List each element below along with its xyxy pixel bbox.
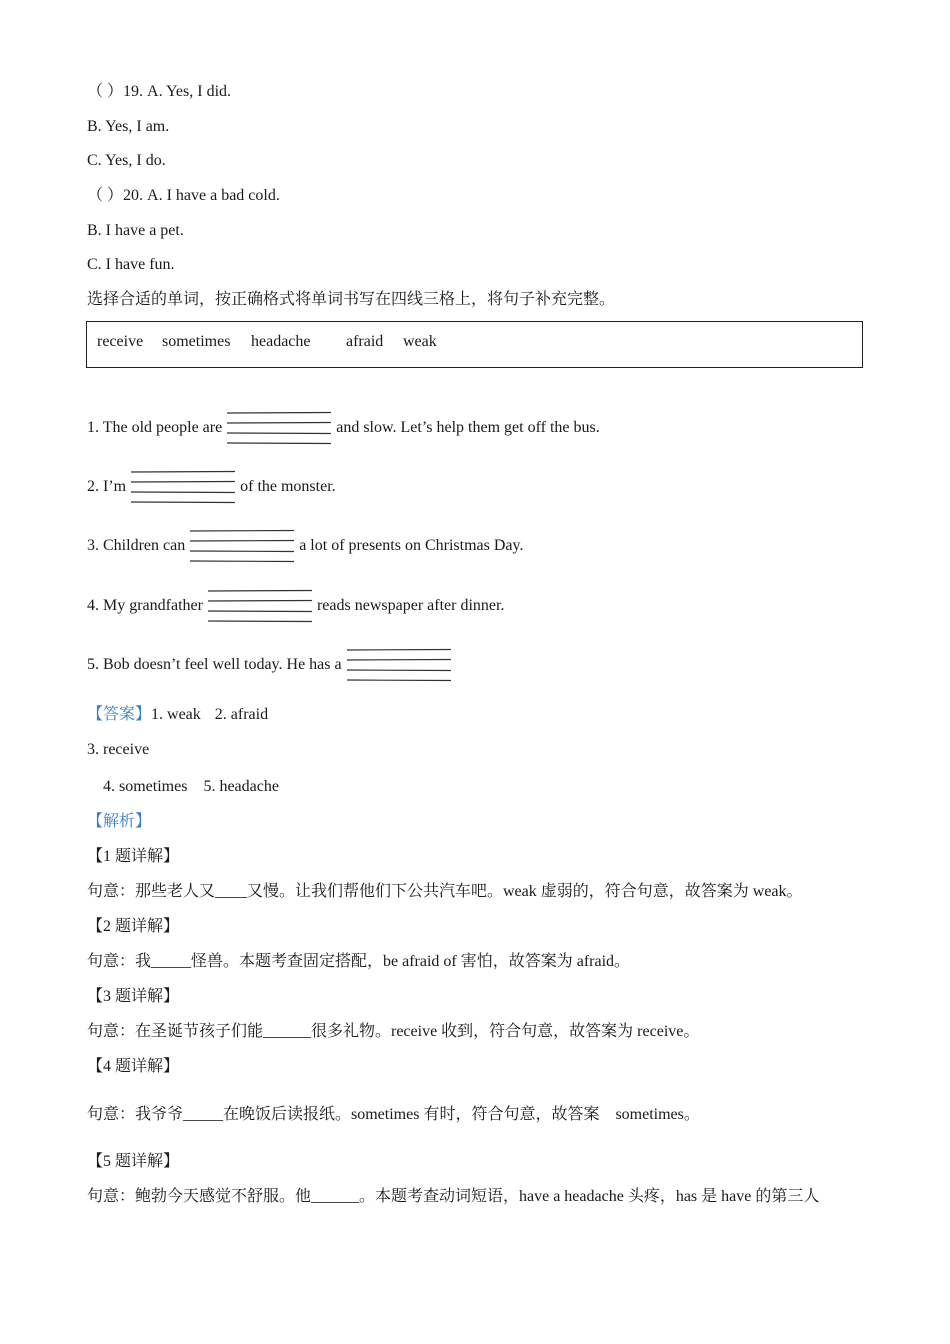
question-4: 4. My grandfather reads newspaper after dinner. xyxy=(87,588,504,624)
answer-line: 【答案】1. weak 2. afraid xyxy=(87,706,269,723)
word-bank xyxy=(86,321,863,368)
four-line-grid[interactable] xyxy=(207,589,313,623)
detail-5-text: 句意：鲍勃今天感觉不舒服。他______。本题考查动词短语，have a headache 头疼，has 是 have 的第三人 xyxy=(87,1188,820,1205)
word-bank-item: sometimes xyxy=(162,333,231,350)
four-line-grid[interactable] xyxy=(130,470,236,504)
analysis-tag: 【解析】 xyxy=(87,813,152,830)
answer-paren: （ ） xyxy=(87,83,124,100)
detail-3-heading: 【3 题详解】 xyxy=(87,988,180,1005)
word-bank-item: headache xyxy=(251,333,311,350)
option-20a: （ ）20. A. I have a bad cold. xyxy=(87,187,280,204)
option-20b: B. I have a pet. xyxy=(87,222,184,239)
detail-4-text: 句意：我爷爷_____在晚饭后读报纸。sometimes 有时，符合句意，故答案 sometimes。 xyxy=(87,1106,700,1123)
word-bank-item: receive xyxy=(97,333,144,350)
option-19a: （ ）19. A. Yes, I did. xyxy=(87,83,232,100)
detail-5-heading: 【5 题详解】 xyxy=(87,1153,180,1170)
question-3: 3. Children can a lot of presents on Christmas Day. xyxy=(87,528,523,564)
instruction: 选择合适的单词，按正确格式将单词书写在四线三格上，将句子补充完整。 xyxy=(87,291,616,308)
detail-1-heading: 【1 题详解】 xyxy=(87,848,180,865)
option-20c: C. I have fun. xyxy=(87,256,175,273)
answer-3: 3. receive xyxy=(87,741,150,758)
answer-tag: 【答案】 xyxy=(87,706,152,723)
four-line-grid[interactable] xyxy=(226,411,332,445)
question-2: 2. I’m of the monster. xyxy=(87,469,336,505)
answer-4-5: 4. sometimes 5. headache xyxy=(103,778,279,795)
detail-4-heading: 【4 题详解】 xyxy=(87,1058,180,1075)
answer-paren: （ ） xyxy=(87,187,124,204)
detail-2-heading: 【2 题详解】 xyxy=(87,918,180,935)
four-line-grid[interactable] xyxy=(346,648,452,682)
detail-1-text: 句意：那些老人又____又慢。让我们帮他们下公共汽车吧。weak 虚弱的，符合句意，故答案为 weak。 xyxy=(87,883,803,900)
four-line-grid[interactable] xyxy=(189,529,295,563)
detail-2-text: 句意：我_____怪兽。本题考查固定搭配，be afraid of 害怕，故答案为 afraid。 xyxy=(87,953,631,970)
detail-3-text: 句意：在圣诞节孩子们能______很多礼物。receive 收到，符合句意，故答案为 receive。 xyxy=(87,1023,700,1040)
option-19c: C. Yes, I do. xyxy=(87,152,166,169)
word-bank-item: weak xyxy=(403,333,437,350)
question-5: 5. Bob doesn’t feel well today. He has a xyxy=(87,647,456,683)
word-bank-item: afraid xyxy=(346,333,384,350)
question-1: 1. The old people are and slow. Let’s help them get off the bus. xyxy=(87,410,600,446)
option-19b: B. Yes, I am. xyxy=(87,118,170,135)
